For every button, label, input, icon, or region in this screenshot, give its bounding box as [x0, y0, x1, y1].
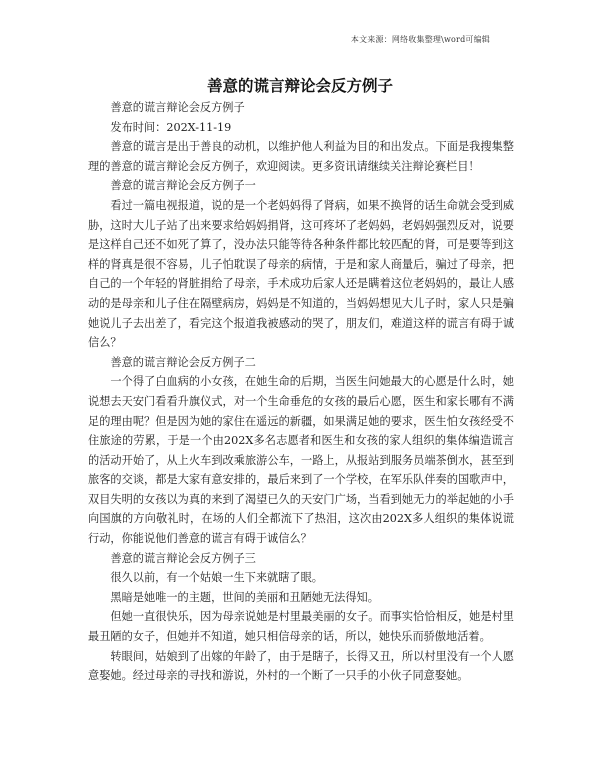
subtitle-line: 善意的谎言辩论会反方例子 — [110, 101, 245, 114]
section-heading-2: 善意的谎言辩论会反方例子二 — [110, 355, 256, 369]
paragraph: 一个得了白血病的小女孩，在她生命的后期，当医生问她最大的心愿是什么时，她说想去天安门看看升旗仪式，对一个生命垂危的女孩的最后心愿，医生和家长哪有不满足的理由呢？但是因为她的家住在遥远的新疆，如果满足她的要求，医生怕女孩经受不住旅途的劳累，于是一个由202X多名志愿者和医生和女孩的家人组织的集体编造谎言的活动开始了，从上火车到改乘旅游公车，一路上，从报站到服务员端茶倒水，甚至到旅客的交谈，都是大家有意安排的，最后来到了一个学校，在军乐队伴奏的国歌声中，双目失明的女孩以为真的来到了渴望已久的天安门广场，当看到她无力的举起她的小手向国旗的方向敬礼时，在场的人们全都流下了热泪，这次由202X多人组织的集体说谎行动，你能说他们善意的谎言有碍于诚信么？ — [88, 375, 514, 546]
paragraph: 但她一直很快乐，因为母亲说她是村里最美丽的女子。而事实恰恰相反，她是村里最丑陋的女子，但她并不知道，她只相信母亲的话，所以，她快乐而骄傲地活着。 — [88, 610, 514, 644]
article-body — [88, 98, 514, 686]
paragraph: 看过一篇电视报道，说的是一个老妈妈得了肾病，如果不换肾的话生命就会受到威胁，这时大儿子站了出来要求给妈妈捐肾，这可疼坏了老妈妈，老妈妈强烈反对，说要是这样自己还不如死了算了，没办法只能等待各种条件都比较匹配的肾，可是要等到这样的肾真是很不容易，儿子怕耽误了母亲的病情，于是和家人商量后，骗过了母亲，把自己的一个年轻的肾脏捐给了母亲，手术成功后家人还是瞒着这位老妈妈的，最让人感动的是母亲和儿子住在隔壁病房，妈妈是不知道的，当妈妈想见大儿子时，家人只是骗她说儿子去出差了，看完这个报道我被感动的哭了，朋友们，难道这样的谎言有碍于诚信么？ — [88, 198, 514, 350]
paragraph: 很久以前，有一个姑娘一生下来就瞎了眼。 — [110, 571, 323, 585]
publish-date: 发布时间：202X-11-19 — [110, 120, 232, 134]
paragraph: 黑暗是她唯一的主题，世间的美丽和丑陋她无法得知。 — [110, 590, 379, 604]
section-heading-3: 善意的谎言辩论会反方例子三 — [110, 551, 256, 565]
section-heading-1: 善意的谎言辩论会反方例子一 — [110, 179, 256, 193]
page-title: 善意的谎言辩论会反方例子 — [206, 77, 393, 95]
intro-paragraph: 善意的谎言是出于善良的动机，以维护他人利益为目的和出发点。下面是我搜集整理的善意的谎言辩论会反方例子，欢迎阅读。更多资讯请继续关注辩论赛栏目！ — [88, 140, 514, 173]
paragraph: 转眼间，姑娘到了出嫁的年龄了，由于是瞎子，长得又丑，所以村里没有一个人愿意娶她。经过母亲的寻找和游说，外村的一个断了一只手的小伙子同意娶她。 — [88, 649, 514, 683]
source-note: 本文来源：网络收集整理\word可编辑 — [350, 35, 490, 44]
